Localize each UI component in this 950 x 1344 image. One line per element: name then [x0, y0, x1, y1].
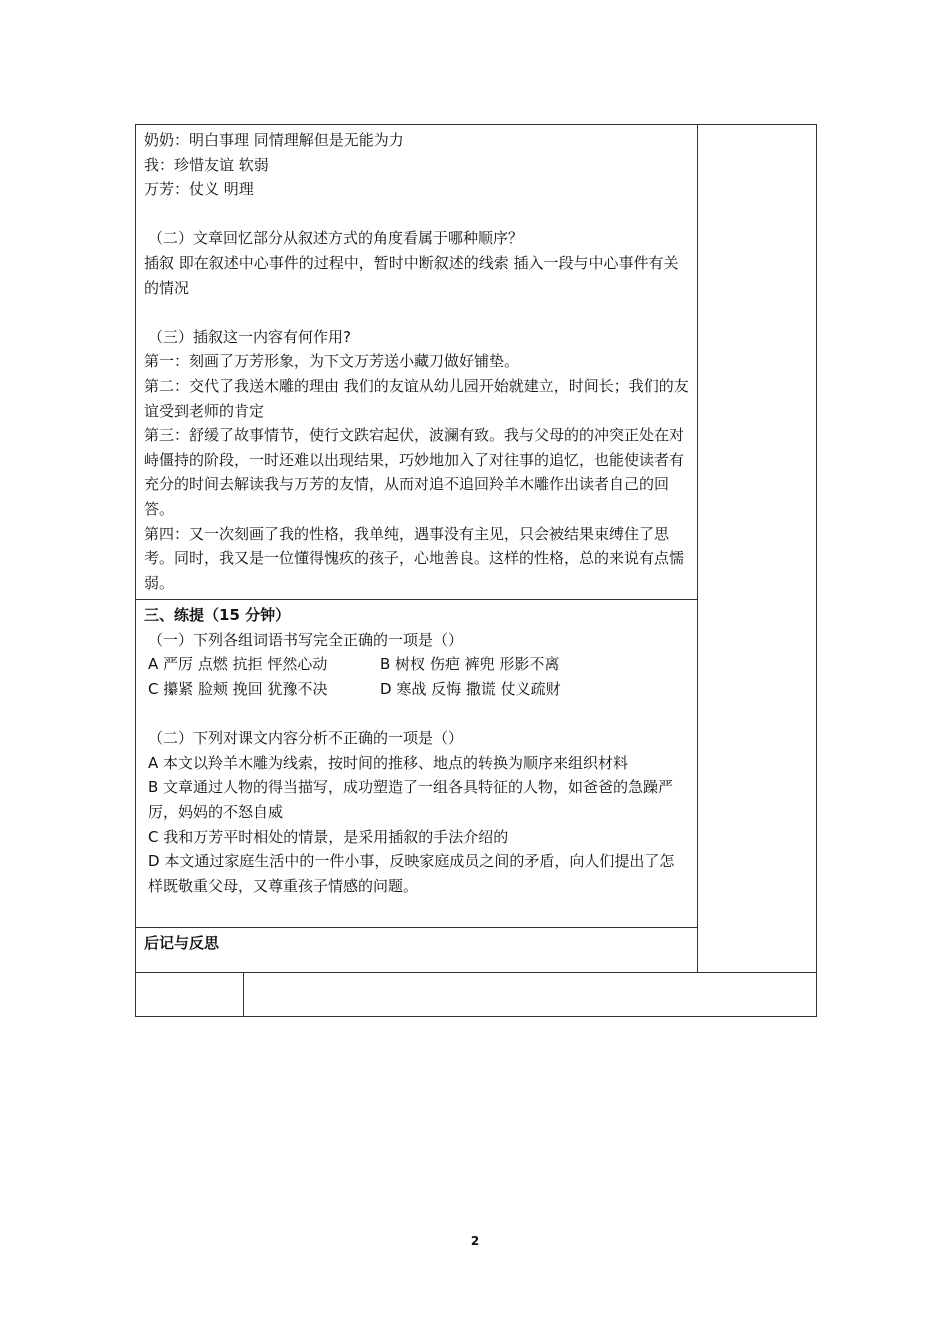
option-b: B 树杈 伤疤 裤兜 形影不离: [380, 655, 560, 674]
practice-heading: 三、练提（15 分钟）: [144, 606, 291, 625]
role-me: 我：珍惜友谊 软弱: [144, 155, 269, 174]
option-c: C 攥紧 脸颊 挽回 犹豫不决: [148, 680, 328, 699]
practice-q1-text: （一）下列各组词语书写完全正确的一项是（）: [148, 630, 464, 649]
practice-q2-option-a: A 本文以羚羊木雕为线索，按时间的推移、地点的转换为顺序来组织材料: [148, 753, 629, 772]
practice-q2-option-b: B 文章通过人物的得当描写，成功塑造了一组各具特征的人物，如爸爸的急躁严厉，妈妈的不怒自威: [148, 778, 674, 822]
practice-q1-options-row-1: [144, 652, 689, 677]
side-notes-cell: [698, 125, 817, 973]
option-a: A 严厉 点燃 抗拒 怦然心动: [148, 655, 328, 674]
function-point-4: 第四：又一次刻画了我的性格，我单纯，遇事没有主见，只会被结果束缚住了思考。同时，我又是一位懂得愧疚的孩子，心地善良。这样的性格，总的来说有点懦弱。: [144, 524, 685, 592]
practice-q2-option-c: C 我和万芳平时相处的情景，是采用插叙的手法介绍的: [148, 827, 509, 846]
practice-q1-options-row-2: [144, 677, 689, 702]
function-point-3: 第三：舒缓了故事情节，使行文跌宕起伏，波澜有致。我与父母的的冲突正处在对峙僵持的阶段，一时还难以出现结果，巧妙地加入了对往事的追忆，也能使读者有充分的时间去解读我与万芳的友情，从而对追不追回羚羊木雕作出读者自己的回答。: [144, 426, 685, 518]
practice-cell: [136, 600, 698, 928]
afterword-content-cell: [244, 973, 817, 1017]
practice-q2-text: （二）下列对课文内容分析不正确的一项是（）: [148, 729, 464, 748]
question-2-text: （二）文章回忆部分从叙述方式的角度看属于哪种顺序？: [148, 229, 524, 248]
option-d: D 寒战 反悔 撒谎 仗义疏财: [380, 680, 561, 699]
function-point-2: 第二：交代了我送木雕的理由 我们的友谊从幼儿园开始就建立，时间长；我们的友谊受到老师的肯定: [144, 376, 689, 420]
page-number: 2: [470, 1234, 480, 1248]
role-wanfang: 万芳：仗义 明理: [144, 180, 254, 199]
question-2-answer: 插叙 即在叙述中心事件的过程中，暂时中断叙述的线索 插入一段与中心事件有关的情况: [144, 253, 679, 297]
practice-q2-option-d: D 本文通过家庭生活中的一件小事，反映家庭成员之间的矛盾，向人们提出了怎样既敬重父母，又尊重孩子情感的问题。: [148, 852, 675, 895]
lesson-plan-table: [135, 124, 817, 1017]
question-3-text: （三）插叙这一内容有何作用?: [148, 327, 351, 346]
afterword-label-cell: [136, 973, 244, 1017]
afterword-heading: 后记与反思: [144, 934, 220, 952]
role-grandma: 奶奶：明白事理 同情理解但是无能为力: [144, 131, 404, 149]
afterword-cell: [136, 928, 698, 973]
function-point-1: 第一：刻画了万芳形象，为下文万芳送小藏刀做好铺垫。: [144, 352, 520, 371]
analysis-cell: [136, 125, 698, 600]
